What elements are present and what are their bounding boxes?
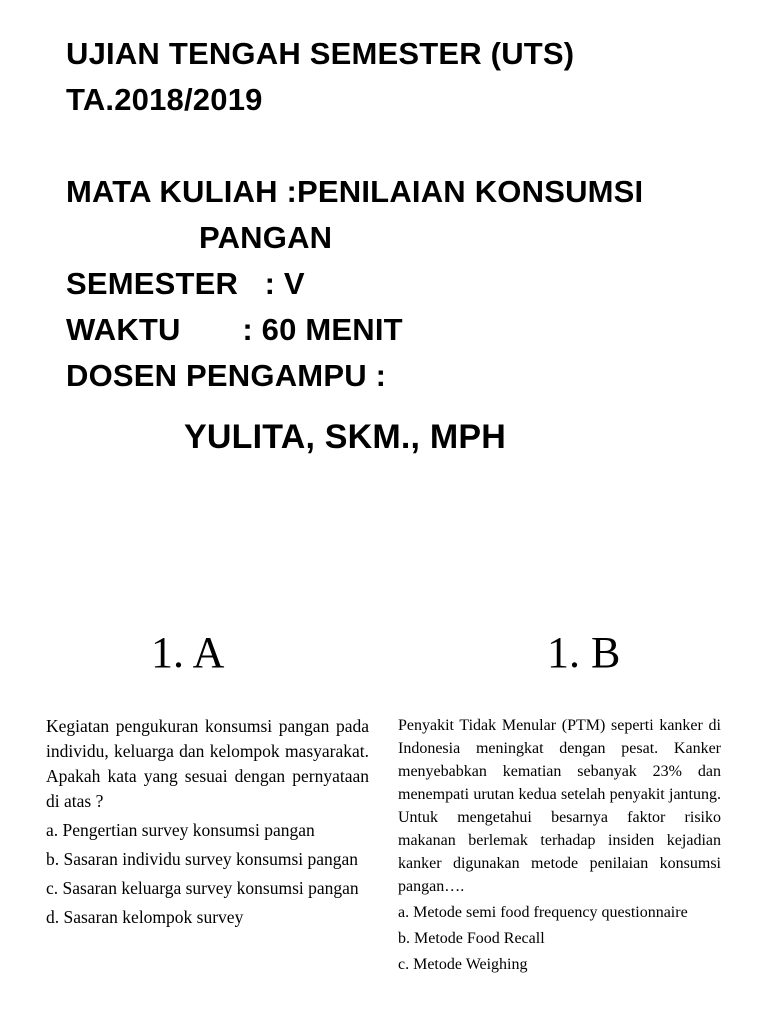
question-a-option-a: a. Pengertian survey konsumsi pangan — [46, 820, 315, 840]
semester-label: SEMESTER : V — [66, 266, 305, 301]
question-number-a: 1. A — [151, 628, 225, 677]
time-label: WAKTU : 60 MENIT — [66, 312, 403, 347]
question-a-option-b: b. Sasaran individu survey konsumsi pangan — [46, 849, 359, 869]
question-b-option-b: b. Metode Food Recall — [398, 930, 545, 947]
lecturer-label: DOSEN PENGAMPU : — [66, 358, 387, 393]
question-a-text: Kegiatan pengukuran konsumsi pangan pada individu, keluarga dan kelompok masyarakat. Apakah kata yang sesuai dengan pernyataan di atas ? — [46, 716, 369, 811]
question-a-option-d: d. Sasaran kelompok survey — [46, 907, 244, 927]
question-a-option-c: c. Sasaran keluarga survey konsumsi pangan — [46, 878, 359, 898]
question-b-text: Penyakit Tidak Menular (PTM) seperti kanker di Indonesia meningkat dengan pesat. Kanker menyebabkan kematian sebanyak 23% dan menempati urutan kedua setelah penyakit jantung. Untuk mengetahui besarnya faktor risiko makanan berlemak terhadap insiden kejadian kanker digunakan metode penilaian konsumsi pangan…. — [398, 717, 721, 895]
course-label-cont: PANGAN — [199, 220, 333, 255]
course-label: MATA KULIAH :PENILAIAN KONSUMSI — [66, 174, 644, 209]
question-number-b: 1. B — [547, 628, 621, 677]
exam-header — [0, 0, 768, 500]
question-b-option-a: a. Metode semi food frequency questionnaire — [398, 904, 688, 921]
question-a — [46, 714, 369, 930]
question-b — [398, 714, 721, 976]
exam-title: UJIAN TENGAH SEMESTER (UTS) — [66, 36, 575, 71]
academic-year: TA.2018/2019 — [66, 82, 263, 117]
question-b-option-c: c. Metode Weighing — [398, 956, 528, 973]
lecturer-name: YULITA, SKM., MPH — [184, 418, 506, 456]
